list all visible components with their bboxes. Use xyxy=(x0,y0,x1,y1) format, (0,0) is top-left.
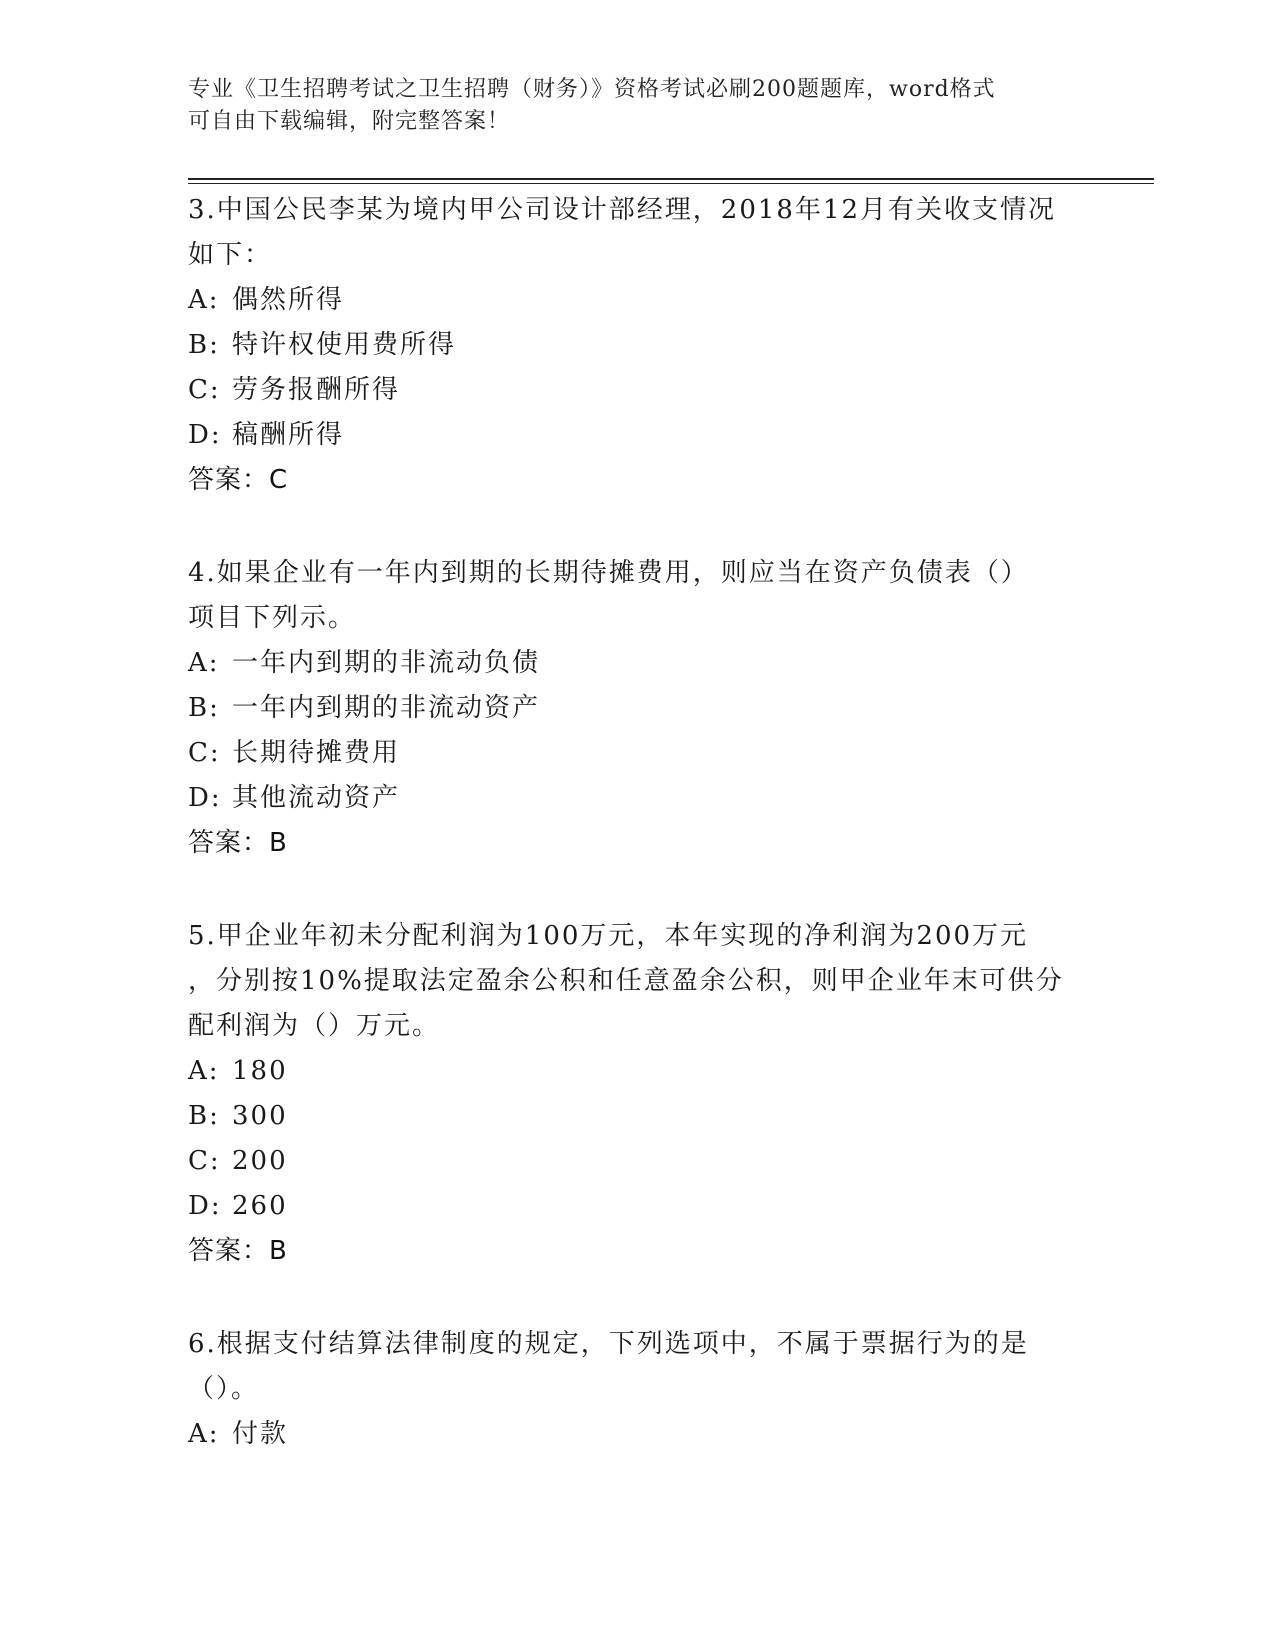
option-text: 200 xyxy=(232,1146,288,1176)
option-a xyxy=(188,278,1088,323)
stem-line: 配利润为（）万元。 xyxy=(188,1011,441,1041)
option-text: 特许权使用费所得 xyxy=(232,330,457,360)
document-header xyxy=(188,74,1068,138)
option-letter: A: xyxy=(188,1419,220,1449)
option-letter: A: xyxy=(188,285,220,315)
option-letter: C: xyxy=(188,1146,221,1176)
option-a xyxy=(188,1049,1088,1094)
option-text: 一年内到期的非流动负债 xyxy=(232,648,541,678)
answer-line: 答案：B xyxy=(188,1236,288,1266)
option-text: 稿酬所得 xyxy=(232,420,345,450)
answer-line: 答案：C xyxy=(188,465,289,495)
question-stem xyxy=(188,914,1088,1049)
question-3 xyxy=(188,188,1088,503)
option-text: 付款 xyxy=(232,1419,289,1449)
option-d xyxy=(188,413,1088,458)
option-letter: C: xyxy=(188,375,221,405)
option-letter: D: xyxy=(188,1191,222,1221)
stem-line: 4.如果企业有一年内到期的长期待摊费用，则应当在资产负债表（） xyxy=(188,558,1029,588)
option-letter: A: xyxy=(188,1056,220,1086)
option-a xyxy=(188,641,1088,686)
option-text: 260 xyxy=(232,1191,288,1221)
stem-line: 5.甲企业年初未分配利润为100万元，本年实现的净利润为200万元 xyxy=(188,921,1029,951)
header-divider-thick xyxy=(188,178,1154,180)
question-4 xyxy=(188,551,1088,866)
option-c xyxy=(188,368,1088,413)
stem-line: 如下： xyxy=(188,240,273,270)
option-letter: A: xyxy=(188,648,220,678)
option-letter: B: xyxy=(188,1101,220,1131)
stem-line: ，分别按10%提取法定盈余公积和任意盈余公积，则甲企业年末可供分 xyxy=(188,966,1064,996)
question-stem xyxy=(188,188,1088,278)
option-a xyxy=(188,1412,1088,1457)
option-letter: C: xyxy=(188,738,221,768)
stem-line: 3.中国公民李某为境内甲公司设计部经理，2018年12月有关收支情况 xyxy=(188,195,1057,225)
header-line-2: 可自由下载编辑，附完整答案！ xyxy=(188,109,511,134)
stem-line: （）。 xyxy=(188,1374,260,1404)
option-d xyxy=(188,776,1088,821)
option-letter: B: xyxy=(188,330,220,360)
question-5 xyxy=(188,914,1088,1274)
header-divider-thin xyxy=(188,183,1154,184)
answer-line: 答案：B xyxy=(188,828,288,858)
option-letter: D: xyxy=(188,420,222,450)
question-6 xyxy=(188,1322,1088,1457)
stem-line: 6.根据支付结算法律制度的规定，下列选项中，不属于票据行为的是 xyxy=(188,1329,1029,1359)
option-text: 300 xyxy=(232,1101,288,1131)
question-stem xyxy=(188,551,1088,641)
option-text: 劳务报酬所得 xyxy=(232,375,401,405)
option-text: 180 xyxy=(232,1056,288,1086)
option-b xyxy=(188,1094,1088,1139)
option-c xyxy=(188,1139,1088,1184)
option-b xyxy=(188,686,1088,731)
question-stem xyxy=(188,1322,1088,1412)
option-letter: D: xyxy=(188,783,222,813)
stem-line: 项目下列示。 xyxy=(188,603,357,633)
option-c xyxy=(188,731,1088,776)
option-d xyxy=(188,1184,1088,1229)
option-text: 长期待摊费用 xyxy=(232,738,401,768)
option-b xyxy=(188,323,1088,368)
option-text: 偶然所得 xyxy=(232,285,345,315)
header-line-1: 专业《卫生招聘考试之卫生招聘（财务）》资格考试必刷200题题库，word格式 xyxy=(188,77,996,102)
option-text: 一年内到期的非流动资产 xyxy=(232,693,541,723)
option-text: 其他流动资产 xyxy=(232,783,401,813)
option-letter: B: xyxy=(188,693,220,723)
